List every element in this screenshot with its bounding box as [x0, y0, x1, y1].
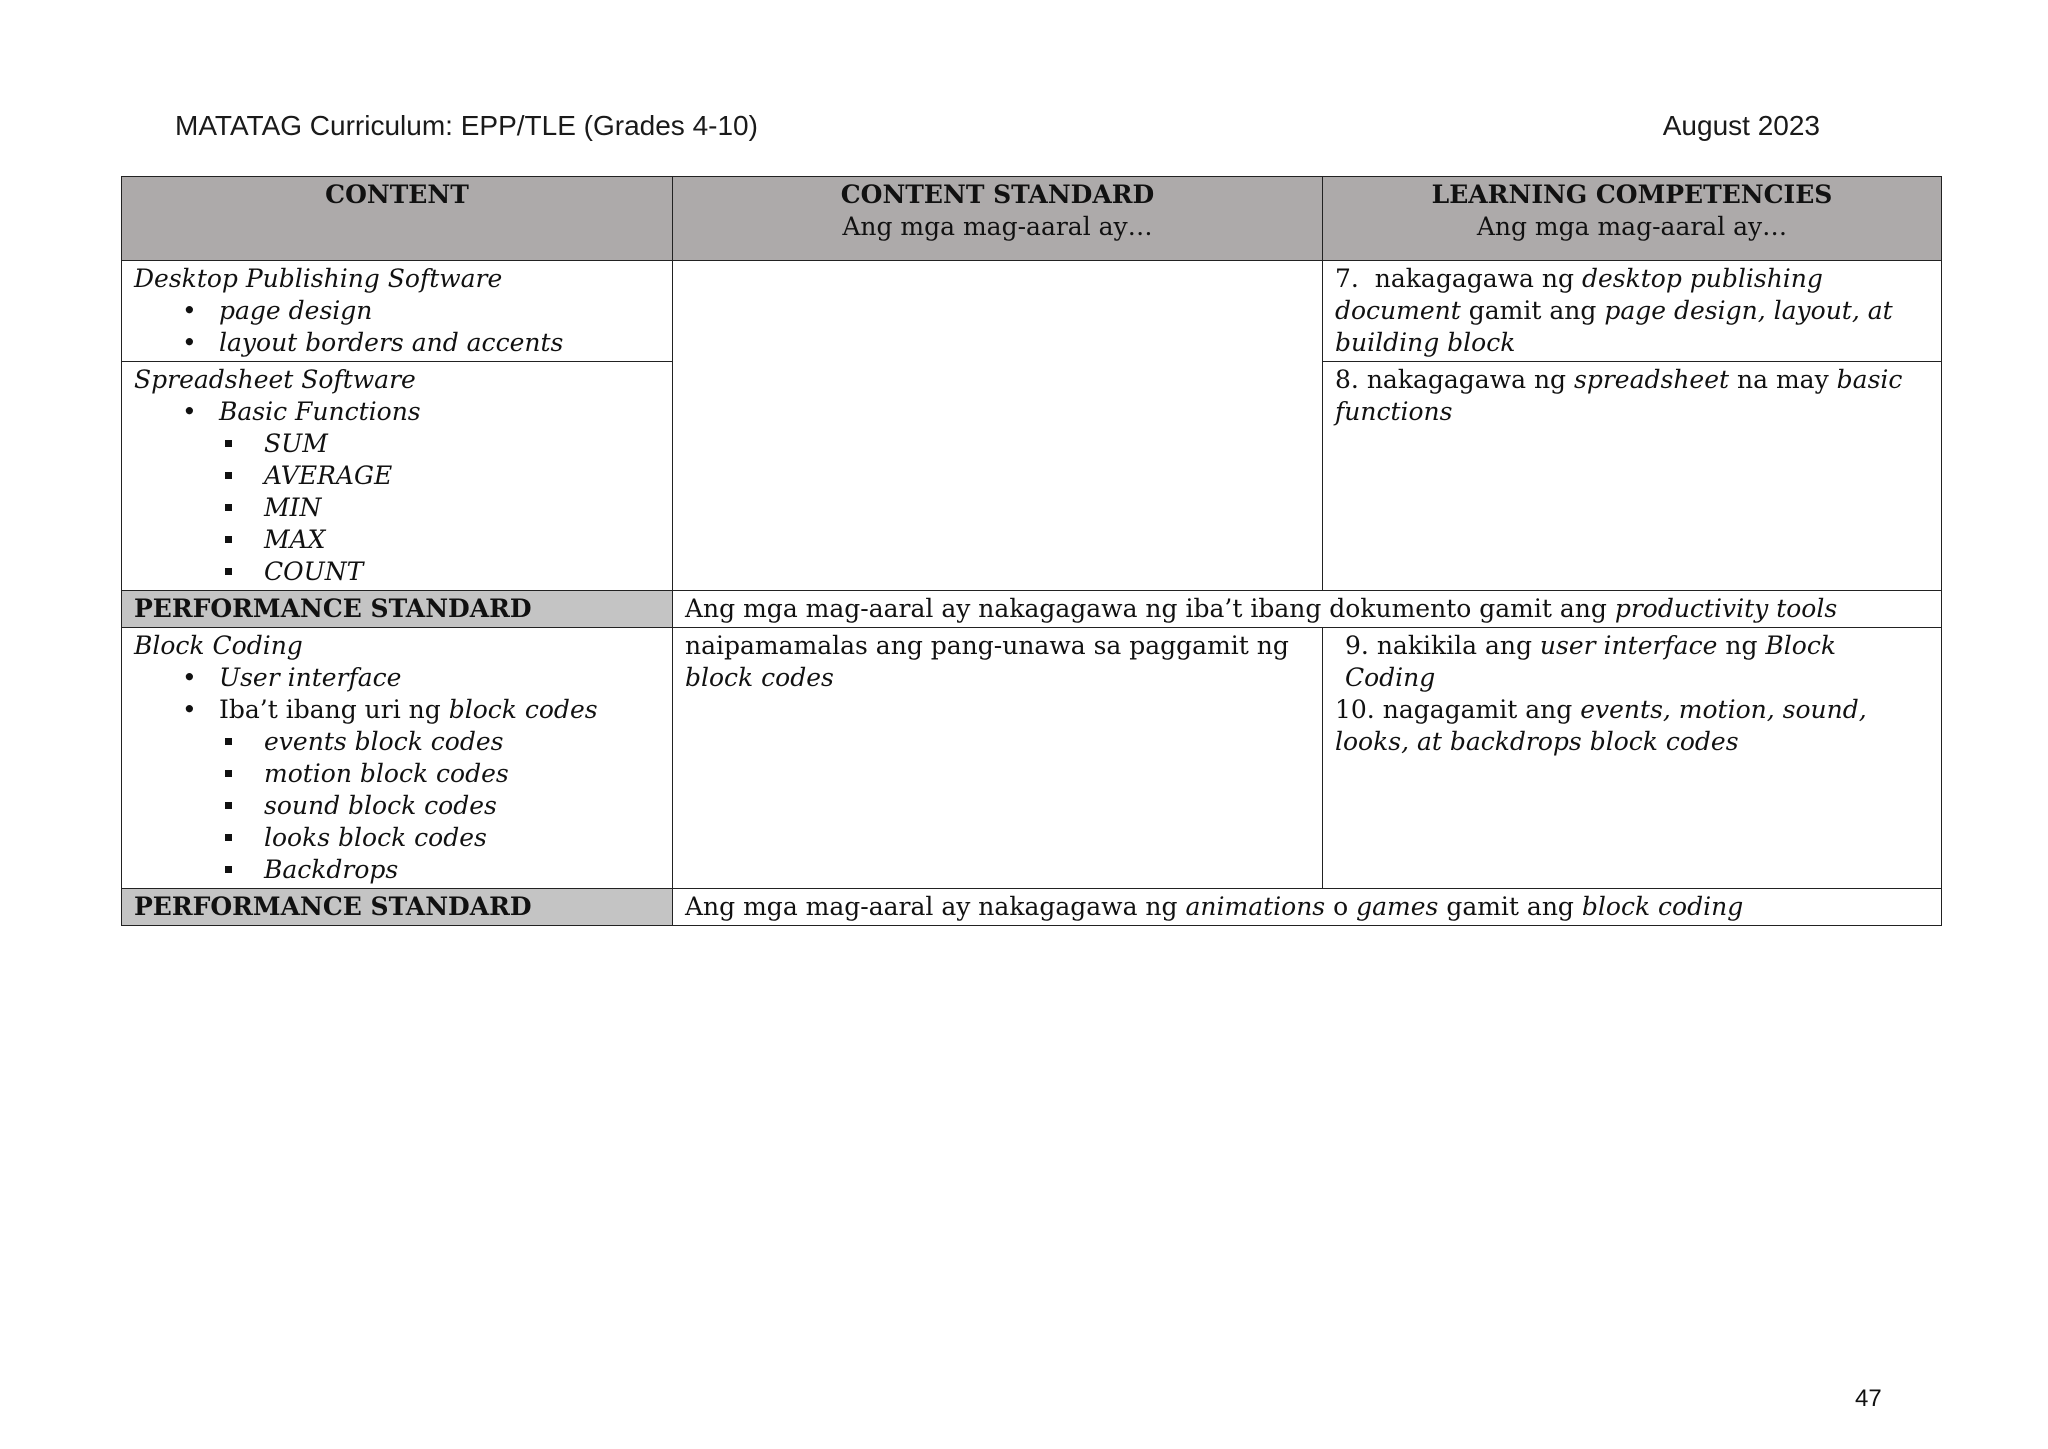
list-item-term: block codes	[448, 695, 598, 724]
competency-term: Block Coding	[1345, 631, 1836, 692]
function-list	[219, 428, 660, 588]
competency-term: page design, layout, at building block	[1335, 296, 1893, 357]
table-row-performance-standard	[122, 591, 1942, 628]
standard-term: block codes	[685, 663, 834, 692]
competency-10	[1335, 694, 1929, 758]
column-title: CONTENT	[325, 180, 469, 209]
function-item: MAX	[219, 524, 660, 556]
list-item: • layout borders and accents	[182, 327, 660, 359]
standard-term: animations	[1185, 892, 1326, 921]
document-title: MATATAG Curriculum: EPP/TLE (Grades 4-10)	[175, 110, 758, 141]
performance-standard-label: PERFORMANCE STANDARD	[122, 591, 673, 628]
function-item: SUM	[219, 428, 660, 460]
standard-term: block coding	[1581, 892, 1744, 921]
page-number: 47	[1855, 1385, 1882, 1412]
block-code-list	[219, 726, 660, 886]
standard-term: games	[1356, 892, 1439, 921]
competency-term: spreadsheet	[1574, 365, 1730, 394]
standard-text: Ang mga mag-aaral ay nakagagawa ng iba’t ibang dokumento gamit ang	[685, 594, 1607, 623]
list-item	[182, 396, 660, 588]
competency-number: 7.	[1335, 264, 1359, 293]
content-list	[134, 295, 660, 359]
block-code-item: motion block codes	[219, 758, 660, 790]
block-code-item: sound block codes	[219, 790, 660, 822]
column-subtitle: Ang mga mag-aaral ay…	[842, 212, 1153, 241]
table-row-performance-standard	[122, 889, 1942, 926]
content-cell	[122, 628, 673, 889]
content-cell	[122, 362, 673, 591]
competency-text: nakagagawa ng	[1366, 365, 1567, 394]
content-list	[134, 396, 660, 588]
competency-text: nakikila ang	[1376, 631, 1532, 660]
column-title: CONTENT STANDARD	[840, 180, 1155, 209]
list-item: • User interface	[182, 662, 660, 694]
competency-text: na may	[1737, 365, 1829, 394]
table-row-block-coding	[122, 628, 1942, 889]
header-content	[122, 177, 673, 261]
content-cell	[122, 261, 673, 362]
performance-standard-text	[673, 889, 1942, 926]
function-item: COUNT	[219, 556, 660, 588]
competency-text: ng	[1725, 631, 1758, 660]
competency-term: basic functions	[1335, 365, 1903, 426]
content-standard-cell	[673, 628, 1323, 889]
table-row-desktop-publishing	[122, 261, 1942, 362]
competency-cell	[1323, 261, 1942, 362]
content-topic: Spreadsheet Software	[134, 365, 416, 394]
competency-7	[1335, 263, 1929, 359]
list-item-label: Basic Functions	[219, 397, 421, 426]
competency-cell	[1323, 362, 1942, 591]
curriculum-table	[121, 176, 1942, 926]
content-topic: Block Coding	[134, 631, 303, 660]
document-date: August 2023	[1662, 110, 1820, 141]
standard-text: naipamamalas ang pang-unawa sa paggamit ng	[685, 631, 1289, 660]
competency-text: nakagagawa ng	[1374, 264, 1574, 293]
standard-text: o	[1333, 892, 1349, 921]
table-header-row	[122, 177, 1942, 261]
list-item-label: Iba’t ibang uri ng	[219, 695, 441, 724]
block-code-item: events block codes	[219, 726, 660, 758]
page-header	[175, 110, 1820, 142]
block-code-item: looks block codes	[219, 822, 660, 854]
competency-8	[1335, 364, 1929, 428]
function-item: AVERAGE	[219, 460, 660, 492]
performance-standard-text	[673, 591, 1942, 628]
column-title: LEARNING COMPETENCIES	[1431, 180, 1833, 209]
competency-text: nagagamit ang	[1382, 695, 1573, 724]
list-item: • page design	[182, 295, 660, 327]
competency-term: events, motion, sound, looks, at backdrops block codes	[1335, 695, 1867, 756]
competency-cell	[1323, 628, 1942, 889]
list-item	[182, 694, 660, 886]
header-learning-competencies	[1323, 177, 1942, 261]
competency-text: gamit ang	[1468, 296, 1597, 325]
standard-text: Ang mga mag-aaral ay nakagagawa ng	[685, 892, 1178, 921]
column-subtitle: Ang mga mag-aaral ay…	[1476, 212, 1788, 241]
content-list	[134, 662, 660, 886]
competency-term: user interface	[1539, 631, 1718, 660]
header-content-standard	[673, 177, 1323, 261]
competency-number: 10.	[1335, 695, 1375, 724]
performance-standard-label: PERFORMANCE STANDARD	[122, 889, 673, 926]
competency-term: desktop publishing document	[1335, 264, 1823, 325]
competency-number: 8.	[1335, 365, 1359, 394]
standard-text: gamit ang	[1446, 892, 1574, 921]
function-item: MIN	[219, 492, 660, 524]
content-standard-cell-empty	[673, 261, 1323, 591]
competency-number: 9.	[1345, 631, 1369, 660]
competency-9	[1335, 630, 1929, 694]
standard-term: productivity tools	[1614, 594, 1838, 623]
content-topic: Desktop Publishing Software	[134, 264, 503, 293]
block-code-item: Backdrops	[219, 854, 660, 886]
